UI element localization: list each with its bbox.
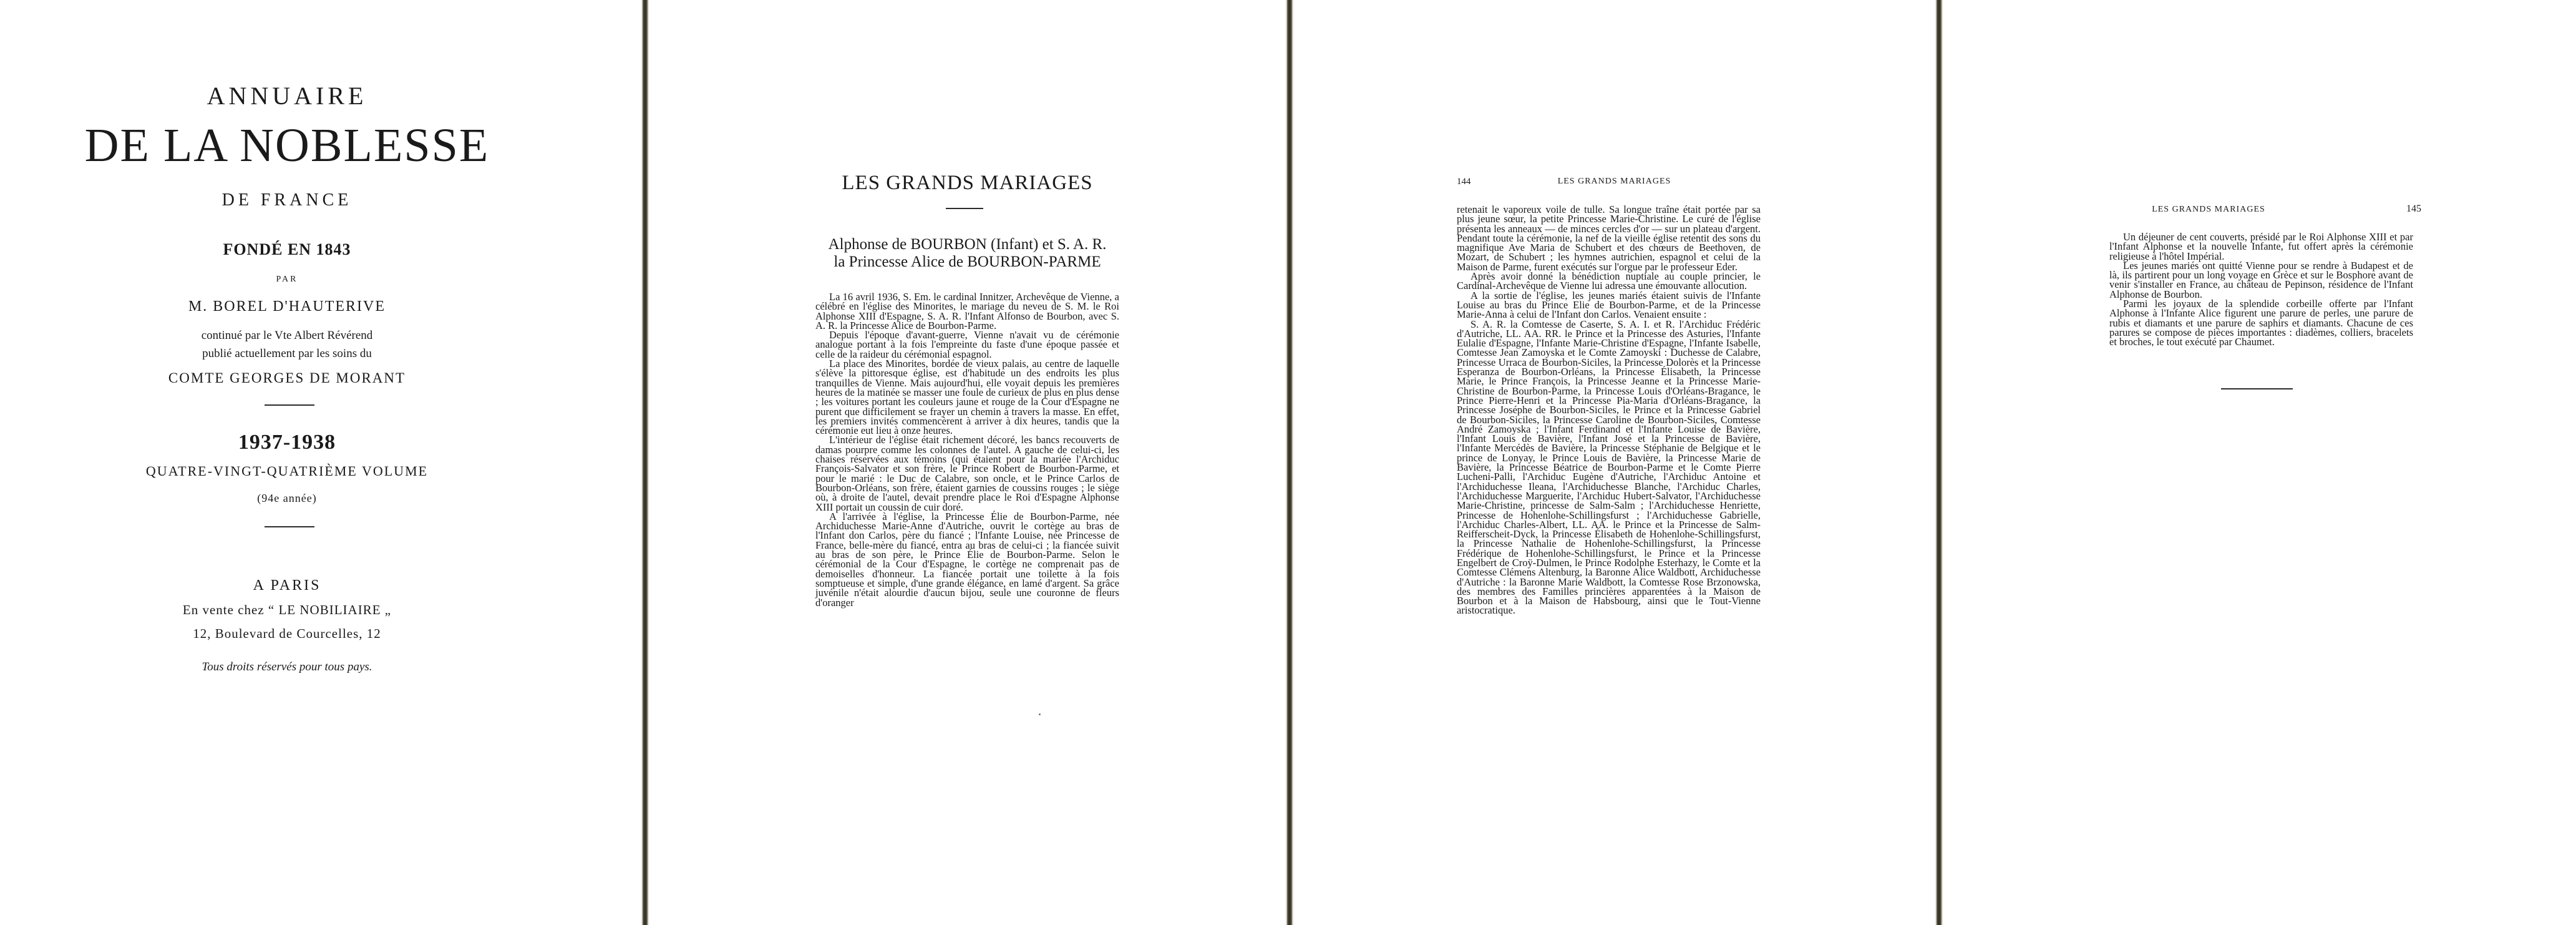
article-body xyxy=(2109,232,2413,347)
divider-rule xyxy=(946,208,983,209)
rights-line: Tous droits réservés pour tous pays. xyxy=(202,660,372,673)
title-page xyxy=(0,0,641,925)
paragraph: retenait le vaporeux voile de tulle. Sa longue traîne était portée par sa plus jeune sœur, la petite Princesse Marie-Christine. Le curé de l'église présenta les anneaux — de minces cercles d'or — sur un plateau d'argent. Pendant toute la cérémonie, la nef de la vieille église retentit des sons du magnifique Ave Maria de Schubert et des chœurs de Beethoven, de Mozart, de Schubert ; les hymnes autrichien, espagnol et celui de la Maison de Parme, furent exécutés sur l'orgue par le professeur Eder. xyxy=(1457,203,1761,273)
paragraph: La place des Minorites, bordée de vieux palais, au centre de laquelle s'élève la pittoresque église, est d'habitude un des endroits les plus tranquilles de Vienne. Mais aujourd'hui, elle voyait depuis les premières heures de la matinée se masser une foule de curieux de plus en plus dense ; les voitures portant les couleurs jaune et rouge de la Cour d'Espagne ne purent que difficilement se frayer un chemin à travers la masse. En effet, les premiers invités commencèrent à arriver à dix heures, tandis que la cérémonie eut lieu à onze heures. xyxy=(815,358,1119,437)
paragraph: La 16 avril 1936, S. Em. le cardinal Innitzer, Archevêque de Vienne, a célébré en l'église des Minorites, le mariage du neveu de S. M. le Roi Alphonse XIII d'Espagne, S. A. R. l'Infant Alfonso de Bourbon, avec S. A. R. la Princesse Alice de Bourbon-Parme. xyxy=(815,291,1119,331)
running-head: LES GRANDS MARIAGES xyxy=(2152,205,2265,214)
marriage-heading-groom: Alphonse de BOURBON (Infant) et S. A. R. xyxy=(828,236,1107,253)
city-line: A PARIS xyxy=(253,577,321,594)
paragraph: Après avoir donné la bénédiction nuptiale au couple princier, le Cardinal-Archevêque de Vienne lui adressa une émouvante allocution. xyxy=(1457,270,1761,292)
page-gutter xyxy=(1935,0,1943,925)
paragraph: Depuis l'époque d'avant-guerre, Vienne n'avait vu de cérémonie analogue portant à la fois l'empreinte du faste d'une époque passée et celle de la raideur du cérémonial espagnol. xyxy=(815,329,1119,360)
title-annuaire: ANNUAIRE xyxy=(207,82,367,110)
author-name: M. BOREL D'HAUTERIVE xyxy=(188,298,386,315)
page-mariages-start xyxy=(649,0,1285,925)
editor-name: COMTE GEORGES DE MORANT xyxy=(168,370,406,386)
par-label: PAR xyxy=(276,275,298,284)
edition-years: 1937-1938 xyxy=(238,431,336,454)
paragraph: Les jeunes mariés ont quitté Vienne pour se rendre à Budapest et de là, ils partirent pour un long voyage en Grèce et sur le Bosphore avant de venir s'installer en France, au château de Pepinson, résidence de l'Infant Alphonse de Bourbon. xyxy=(2109,259,2413,300)
page-number: 144 xyxy=(1457,177,1471,187)
paragraph: L'intérieur de l'église était richement décoré, les bancs recouverts de damas pourpre comme les colonnes de l'autel. A gauche de celui-ci, les chaises réservées aux témoins (qui étaient pour la mariée l'Archiduc François-Salvator et son frère, le Prince Robert de Bourbon-Parme, et pour le marié : le Duc de Calabre, son oncle, et le Prince Carlos de Bourbon-Orléans, son frère, étaient garnies de coussins rouges ; le siège où, à droite de l'autel, devait prendre place le Roi d'Espagne Alphonse XIII portait un coussin de cuir doré. xyxy=(815,434,1119,513)
running-head: LES GRANDS MARIAGES xyxy=(1557,177,1671,186)
title-de-france: DE FRANCE xyxy=(221,190,352,210)
section-title: LES GRANDS MARIAGES xyxy=(842,172,1093,194)
annee-line: (94e année) xyxy=(257,492,317,504)
page-gutter xyxy=(641,0,649,925)
paragraph: Un déjeuner de cent couverts, présidé par le Roi Alphonse XIII et par l'Infant Alphonse et la nouvelle Infante, fut offert après la cérémonie religieuse à l'hôtel Impérial. xyxy=(2109,231,2413,262)
address-line: 12, Boulevard de Courcelles, 12 xyxy=(193,626,381,641)
paragraph: A la sortie de l'église, les jeunes mariés étaient suivis de l'Infante Louise au bras du Prince Elie de Bourbon-Parme, et de la Princesse Marie-Anna à celui de l'Infant don Carlos. Venaient ensuite : xyxy=(1457,289,1761,321)
title-noblesse: DE LA NOBLESSE xyxy=(84,119,490,172)
page-145 xyxy=(1943,0,2576,925)
page-144 xyxy=(1294,0,1935,925)
divider-rule xyxy=(265,404,314,406)
marriage-heading-bride: la Princesse Alice de BOURBON-PARME xyxy=(834,253,1101,270)
paragraph: A l'arrivée à l'église, la Princesse Élie de Bourbon-Parme, née Archiduchesse Marie-Anne d'Autriche, ouvrit le cortège au bras de l'Infant don Carlos, père du fiancé ; l'Infante Louise, née Princesse de France, belle-mère du fiancé, entra au bras de celui-ci ; la fiancée suivit au bras de son père, le Prince Élie de Bourbon-Parme. Selon le cérémonial de la Cour d'Espagne, le cortège ne comprenait pas de demoiselles d'honneur. La fiancée portait une toilette à la fois somptueuse et simple, d'une grande élégance, en lamé d'argent. Sa grâce juvénile n'était alourdie d'aucun bijou, seule une couronne de fleurs d'oranger xyxy=(815,510,1119,609)
page-number: 145 xyxy=(2406,203,2421,214)
page-speck xyxy=(1039,713,1041,715)
article-body xyxy=(815,292,1119,607)
end-rule xyxy=(2221,388,2293,389)
divider-rule xyxy=(265,526,314,527)
paragraph: S. A. R. la Comtesse de Caserte, S. A. I. et R. l'Archiduc Frédéric d'Autriche, LL. AA. RR. le Prince et la Princesse des Asturies, l'Infante Eulalie d'Espagne, l'Infante Marie-Christine d'Espagne, l'Infante Isabelle, Comtesse Jean Zamoyska et le Comte Zamoyski : Duchesse de Calabre, Princesse Urraca de Bourbon-Siciles, la Princesse Dolorès et la Princesse Esperanza de Bourbon-Orléans, la Princesse Élisabeth, la Princesse Marie, le Prince François, la Princesse Jeanne et la Princesse Marie-Christine de Bourbon-Parme, la Princesse Louis d'Orléans-Bragance, le Prince Pierre-Henri et la Princesse Pia-Maria d'Orléans-Bragance, la Princesse Joséphe de Bourbon-Siciles, le Prince et la Princesse Gabriel de Bourbon-Siciles, la Princesse Caroline de Bourbon-Siciles, Comtesse André Zamoyska ; l'Infant Ferdinand et l'Infante Louise de Bavière, l'Infant Louis de Bavière, l'Infant José et la Princesse de Bavière, l'Infante Mercédès de Bavière, la Princesse Stéphanie de Belgique et le prince de Lonyay, le Prince Louis de Bavière, la Princesse Marie de Bavière, la Princesse Béatrice de Bourbon-Parme et le Comte Pierre Lucheni-Palli, l'Archiduc Eugène d'Autriche, l'Archiduc Antoine et l'Archiduchesse Ileana, l'Archiduchesse Blanche, l'Archiduc Charles, l'Archiduchesse Marguerite, l'Archiduc Hubert-Salvator, l'Archiduchesse Marie-Christine, princesse de Salm-Salm ; l'Archiduchesse Henriette, Princesse de Hohenlohe-Schillingsfurst ; l'Archiduchesse Gabrielle, l'Archiduc Charles-Albert, LL. AA. le Prince et la Princesse de Salm-Reifferscheit-Dyck, la Princesse Élisabeth de Hohenlohe-Schillingsfurst, la Princesse Nathalie de Hohenlohe-Schillingsfurst, la Princesse Frédérique de Hohenlohe-Schillingsfurst, le Prince et la Princesse Engelbert de Croÿ-Dulmen, le Prince Rodolphe Esterhazy, le Comte et la Comtesse Clémens Altenburg, la Baronne Alice Waldbott, Archiduchesse d'Autriche : la Baronne Marie Waldbott, la Comtesse Rose Brzonowska, des membres des Familles princières apparentées à la Maison de Bourbon et à la Maison de Habsbourg, ainsi que le Tout-Vienne aristocratique. xyxy=(1457,318,1761,617)
founded-line: FONDÉ EN 1843 xyxy=(223,240,351,258)
paragraph: Parmi les joyaux de la splendide corbeille offerte par l'Infant Alphonse à l'Infante Alice figurent une parure de perles, une parure de rubis et diamants et une parure de saphirs et diamants. Chacune de ces parures se compose de pièces importantes : diadèmes, colliers, bracelets et broches, le tout exécuté par Chaumet. xyxy=(2109,298,2413,348)
volume-line: QUATRE-VINGT-QUATRIÈME VOLUME xyxy=(145,463,429,479)
article-body xyxy=(1457,205,1761,615)
published-line: publié actuellement par les soins du xyxy=(202,347,372,360)
continued-line: continué par le Vte Albert Révérend xyxy=(201,329,373,342)
page-gutter xyxy=(1285,0,1294,925)
publisher-line: En vente chez “ LE NOBILIAIRE „ xyxy=(182,602,392,617)
